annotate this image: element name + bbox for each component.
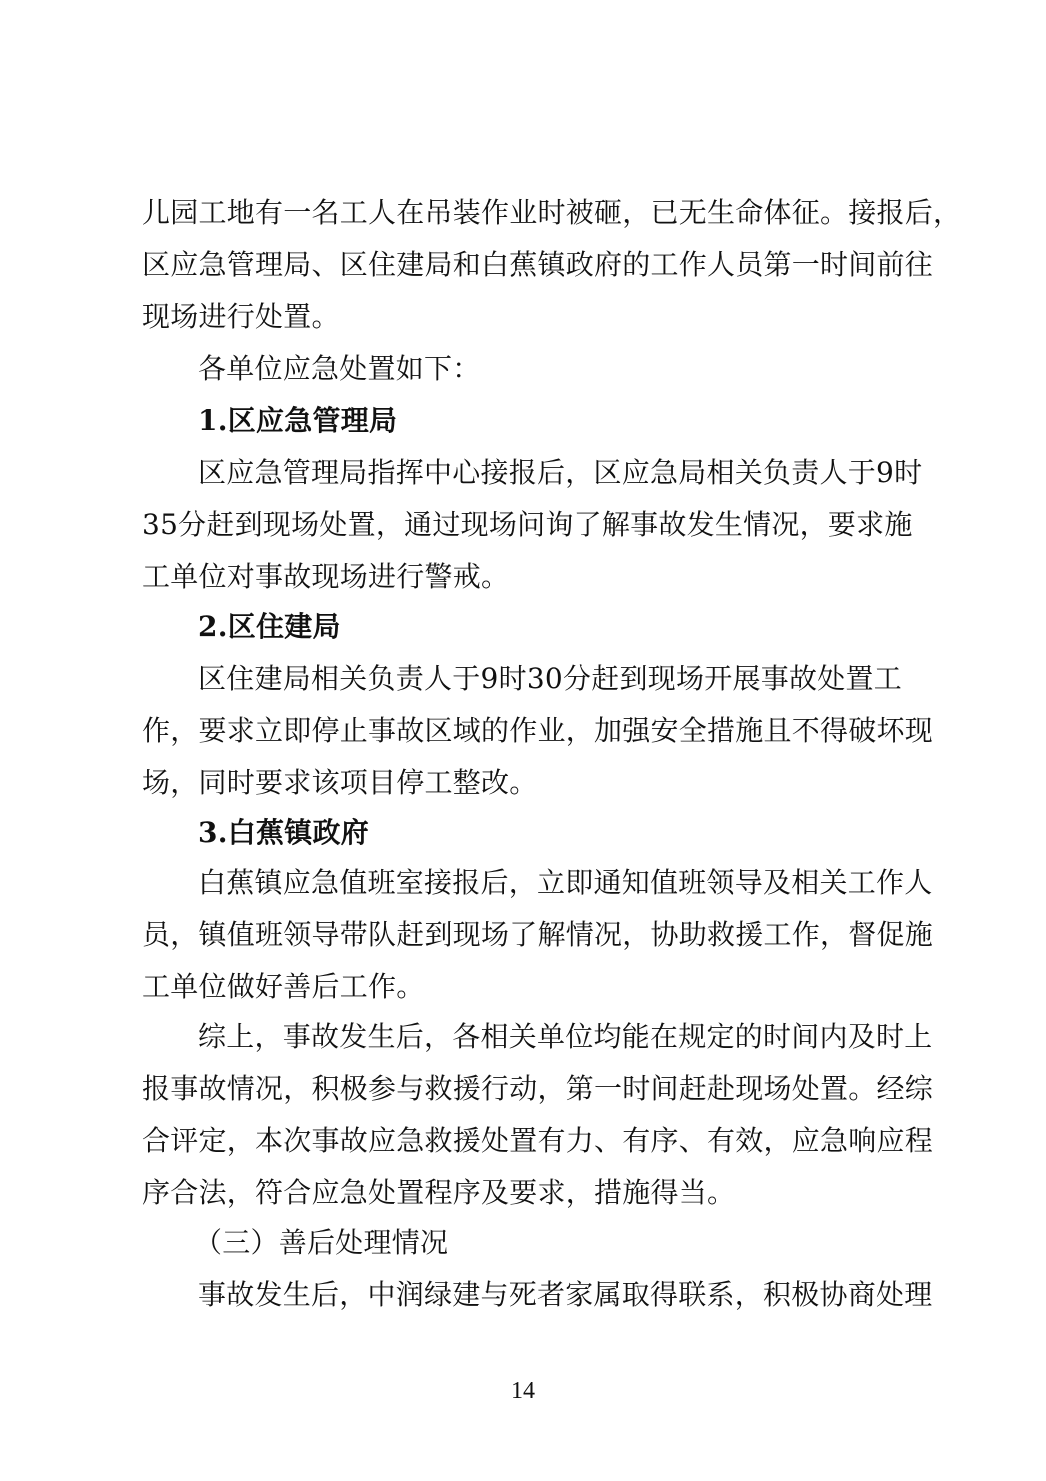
body-text-line: 35分赶到现场处置，通过现场问询了解事故发生情况，要求施 [142, 508, 913, 541]
body-text-line: 工单位做好善后工作。 [142, 970, 425, 1003]
body-text-line: 作，要求立即停止事故区域的作业，加强安全措施且不得破坏现 [142, 714, 934, 747]
body-text-line: 序合法，符合应急处置程序及要求，措施得当。 [142, 1176, 736, 1209]
body-text-line: 员，镇值班领导带队赶到现场了解情况，协助救援工作，督促施 [142, 918, 934, 951]
body-text-line: 区应急管理局、区住建局和白蕉镇政府的工作人员第一时间前往 [142, 248, 934, 281]
body-text-line: 白蕉镇应急值班室接报后，立即通知值班领导及相关工作人 [198, 866, 933, 899]
body-text-line: 工单位对事故现场进行警戒。 [142, 560, 510, 593]
section-heading-3: 3.白蕉镇政府 [198, 816, 369, 849]
body-text-line: 各单位应急处置如下： [198, 352, 481, 385]
page-number: 14 [511, 1378, 535, 1404]
body-text-line: 事故发生后，中润绿建与死者家属取得联系，积极协商处理 [198, 1278, 933, 1311]
body-text-line: 区应急管理局指挥中心接报后，区应急局相关负责人于9时 [198, 456, 923, 489]
section-heading-2: 2.区住建局 [198, 610, 341, 643]
body-text-line: 报事故情况，积极参与救援行动，第一时间赶赴现场处置。经综 [142, 1072, 934, 1105]
body-text-line: 合评定，本次事故应急救援处置有力、有序、有效，应急响应程 [142, 1124, 934, 1157]
section-heading-1: 1.区应急管理局 [198, 404, 398, 437]
body-text-line: 综上，事故发生后，各相关单位均能在规定的时间内及时上 [198, 1020, 933, 1053]
body-text-line: 区住建局相关负责人于9时30分赶到现场开展事故处置工 [198, 662, 902, 695]
body-text-line: 场，同时要求该项目停工整改。 [142, 766, 538, 799]
body-text-line: 儿园工地有一名工人在吊装作业时被砸，已无生命体征。接报后， [142, 196, 962, 229]
subsection-heading: （三）善后处理情况 [194, 1226, 449, 1259]
body-text-line: 现场进行处置。 [142, 300, 340, 333]
